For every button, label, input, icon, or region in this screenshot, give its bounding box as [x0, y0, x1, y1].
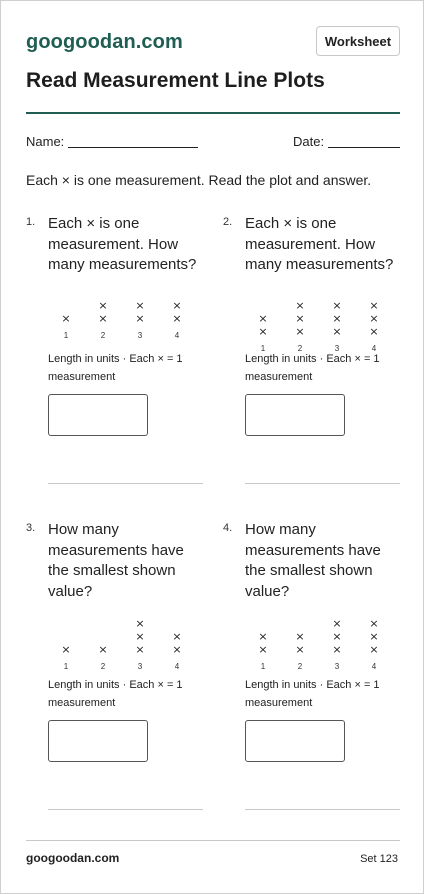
plot-tick-label: 4: [174, 662, 180, 671]
problem-question: How many measurements have the smallest shown value?: [245, 521, 381, 600]
title-rule: [26, 112, 400, 114]
plot-caption: Length in units · Each × = 1 measurement: [48, 353, 183, 383]
plot-x-mark: ×: [369, 643, 379, 656]
problem-1: [26, 214, 206, 494]
worksheet-badge: Worksheet: [316, 26, 400, 56]
plot-x-mark: ×: [172, 312, 182, 325]
answer-box[interactable]: [48, 720, 148, 762]
problem-question: How many measurements have the smallest shown value?: [48, 521, 184, 600]
plot-tick-label: 3: [334, 344, 340, 353]
plot-x-mark: ×: [295, 630, 305, 643]
plot-x-mark: ×: [258, 643, 268, 656]
plot-tick-label: 4: [174, 331, 180, 340]
line-plot-svg: [48, 614, 204, 673]
line-plot-svg: [245, 614, 401, 673]
work-line: [48, 809, 203, 810]
name-field[interactable]: [68, 147, 198, 148]
plot-x-mark: ×: [98, 312, 108, 325]
line-plot-svg: [48, 296, 204, 342]
plot-x-mark: ×: [135, 630, 145, 643]
plot-x-mark: ×: [369, 312, 379, 325]
plot-tick-label: 2: [297, 662, 303, 671]
plot-x-mark: ×: [135, 617, 145, 630]
problem-number: 1.: [26, 216, 36, 228]
plot-x-mark: ×: [332, 299, 342, 312]
brand-logo-text: googoodan.com: [26, 31, 183, 53]
line-plot: [48, 296, 204, 342]
plot-tick-label: 4: [371, 344, 377, 353]
answer-box[interactable]: [245, 720, 345, 762]
plot-x-mark: ×: [332, 617, 342, 630]
plot-x-mark: ×: [332, 630, 342, 643]
problem-number: 2.: [223, 216, 233, 228]
plot-x-mark: ×: [369, 617, 379, 630]
work-line: [48, 483, 203, 484]
problem-question: Each × is one measurement. How many measurements?: [48, 215, 197, 273]
problem-3: [26, 520, 206, 815]
plot-x-mark: ×: [98, 299, 108, 312]
plot-x-mark: ×: [98, 643, 108, 656]
line-plot: [245, 614, 401, 673]
plot-tick-label: 2: [100, 331, 106, 340]
plot-x-mark: ×: [258, 630, 268, 643]
footer-rule: [26, 840, 400, 841]
plot-tick-label: 3: [334, 662, 340, 671]
plot-x-mark: ×: [332, 643, 342, 656]
plot-x-mark: ×: [61, 312, 71, 325]
date-label: Date:: [293, 134, 325, 149]
plot-x-mark: ×: [258, 325, 268, 338]
name-label: Name:: [26, 134, 65, 149]
plot-x-mark: ×: [332, 312, 342, 325]
plot-tick-label: 4: [371, 662, 377, 671]
problem-2: [223, 214, 403, 494]
plot-x-mark: ×: [295, 325, 305, 338]
plot-x-mark: ×: [172, 643, 182, 656]
plot-x-mark: ×: [258, 312, 268, 325]
plot-tick-label: 2: [100, 662, 106, 671]
line-plot: [245, 296, 401, 355]
work-line: [245, 809, 400, 810]
plot-x-mark: ×: [61, 643, 71, 656]
plot-x-mark: ×: [369, 630, 379, 643]
line-plot-svg: [245, 296, 401, 355]
plot-tick-label: 2: [297, 344, 303, 353]
plot-x-mark: ×: [172, 630, 182, 643]
problem-number: 3.: [26, 522, 36, 534]
name-date-row: [26, 134, 400, 152]
plot-x-mark: ×: [135, 312, 145, 325]
instructions: Each × is one measurement. Read the plot and answer.: [26, 172, 372, 188]
answer-box[interactable]: [245, 394, 345, 436]
plot-x-mark: ×: [295, 299, 305, 312]
footer-brand: googoodan.com: [26, 851, 120, 865]
plot-tick-label: 3: [137, 662, 143, 671]
plot-caption: Length in units · Each × = 1 measurement: [245, 353, 380, 383]
problem-number: 4.: [223, 522, 233, 534]
plot-tick-label: 1: [260, 662, 266, 671]
plot-tick-label: 1: [63, 662, 69, 671]
plot-caption: Length in units · Each × = 1 measurement: [48, 679, 183, 709]
work-line: [245, 483, 400, 484]
plot-tick-label: 1: [63, 331, 69, 340]
answer-box[interactable]: [48, 394, 148, 436]
problem-4: [223, 520, 403, 815]
plot-x-mark: ×: [172, 299, 182, 312]
plot-x-mark: ×: [369, 299, 379, 312]
plot-tick-label: 3: [137, 331, 143, 340]
page-title: Read Measurement Line Plots: [26, 69, 325, 92]
line-plot: [48, 614, 204, 673]
footer-set-number: Set 123: [360, 853, 398, 865]
plot-x-mark: ×: [295, 643, 305, 656]
plot-x-mark: ×: [332, 325, 342, 338]
plot-caption: Length in units · Each × = 1 measurement: [245, 679, 380, 709]
plot-x-mark: ×: [135, 299, 145, 312]
problem-question: Each × is one measurement. How many measurements?: [245, 215, 394, 273]
plot-x-mark: ×: [295, 312, 305, 325]
plot-tick-label: 1: [260, 344, 266, 353]
date-field[interactable]: [328, 147, 400, 148]
plot-x-mark: ×: [369, 325, 379, 338]
plot-x-mark: ×: [135, 643, 145, 656]
